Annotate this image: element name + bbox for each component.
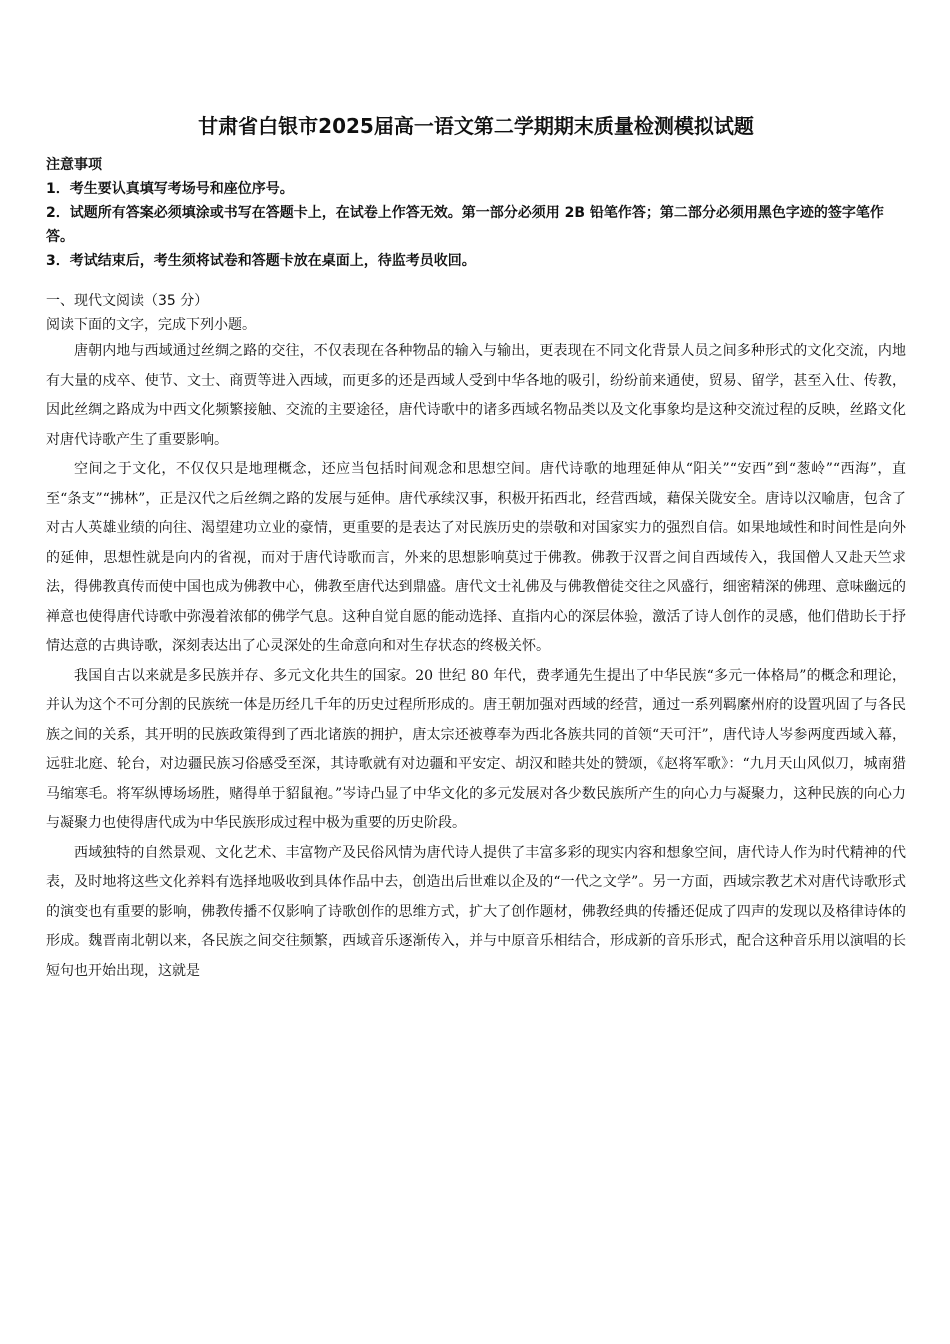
section-heading: 一、现代文阅读（35 分）: [46, 293, 209, 309]
notice-item-3: 3．考试结束后，考生须将试卷和答题卡放在桌面上，待监考员收回。: [46, 253, 476, 269]
passage-paragraph-2: 空间之于文化，不仅仅只是地理概念，还应当包括时间观念和思想空间。唐代诗歌的地理延伸从“阳关”“安西”到“葱岭”“西海”，直至“条支”“拂林”，正是汉代之后丝绸之路的发展与延伸。唐代承续汉事，积极开拓西北，经营西域，藉保关陇安全。唐诗以汉喻唐，包含了对古人英雄业绩的向往、渴望建功立业的豪情，更重要的是表达了对民族历史的崇敬和对国家实力的强烈自信。如果地域性和时间性是向外的延伸，思想性就是向内的省视，而对于唐代诗歌而言，外来的思想影响莫过于佛教。佛教于汉晋之间自西域传入，我国僧人又赴天竺求法，得佛教真传而使中国也成为佛教中心，佛教至唐代达到鼎盛。唐代文士礼佛及与佛教僧徒交往之风盛行，细密精深的佛理、意味幽远的禅意也使得唐代诗歌中弥漫着浓郁的佛学气息。这种自觉自愿的能动选择、直指内心的深层体验，激活了诗人创作的灵感，他们借助长于抒情达意的古典诗歌，深刻表达出了心灵深处的生命意向和对生存状态的终极关怀。: [46, 461, 906, 654]
notice-item-1: 1．考生要认真填写考场号和座位序号。: [46, 181, 294, 197]
exam-title: 甘肃省白银市2025届高一语文第二学期期末质量检测模拟试题: [198, 114, 754, 138]
notice-heading: 注意事项: [46, 157, 102, 173]
notice-item-2: 2．试题所有答案必须填涂或书写在答题卡上，在试卷上作答无效。第一部分必须用 2B 铅笔作答；第二部分必须用黑色字迹的签字笔作答。: [46, 205, 884, 245]
passage-paragraph-1: 唐朝内地与西域通过丝绸之路的交往，不仅表现在各种物品的输入与输出，更表现在不同文化背景人员之间多种形式的文化交流，内地有大量的戍卒、使节、文士、商贾等进入西域，而更多的还是西域人受到中华各地的吸引，纷纷前来通使，贸易、留学，甚至入仕、传教，因此丝绸之路成为中西文化频繁接触、交流的主要途径，唐代诗歌中的诸多西域名物品类以及文化事象均是这种交流过程的反映，丝路文化对唐代诗歌产生了重要影响。: [46, 343, 906, 448]
section-instruction: 阅读下面的文字，完成下列小题。: [46, 317, 256, 333]
passage-paragraph-3: 我国自古以来就是多民族并存、多元文化共生的国家。20 世纪 80 年代，费孝通先生提出了中华民族“多元一体格局”的概念和理论，并认为这个不可分割的民族统一体是历经几千年的历史过程所形成的。唐王朝加强对西域的经营，通过一系列羁縻州府的设置巩固了与各民族之间的关系，其开明的民族政策得到了西北诸族的拥护，唐太宗还被尊奉为西北各族共同的首领“天可汗”，唐代诗人岑参两度西域入幕，远驻北庭、轮台，对边疆民族习俗感受至深，其诗歌就有对边疆和平安定、胡汉和睦共处的赞颂，《赵将军歌》：“九月天山风似刀，城南猎马缩寒毛。将军纵博场场胜，赌得单于貂鼠袍。”岑诗凸显了中华文化的多元发展对各少数民族所产生的向心力与凝聚力，这种民族的向心力与凝聚力也使得唐代成为中华民族形成过程中极为重要的历史阶段。: [46, 667, 906, 831]
passage-paragraph-4: 西域独特的自然景观、文化艺术、丰富物产及民俗风情为唐代诗人提供了丰富多彩的现实内容和想象空间，唐代诗人作为时代精神的代表，及时地将这些文化养料有选择地吸收到具体作品中去，创造出后世难以企及的“一代之文学”。另一方面，西域宗教艺术对唐代诗歌形式的演变也有重要的影响，佛教传播不仅影响了诗歌创作的思维方式，扩大了创作题材，佛教经典的传播还促成了四声的发现以及格律诗体的形成。魏晋南北朝以来，各民族之间交往频繁，西域音乐逐渐传入，并与中原音乐相结合，形成新的音乐形式，配合这种音乐用以演唱的长短句也开始出现，这就是: [46, 844, 906, 979]
